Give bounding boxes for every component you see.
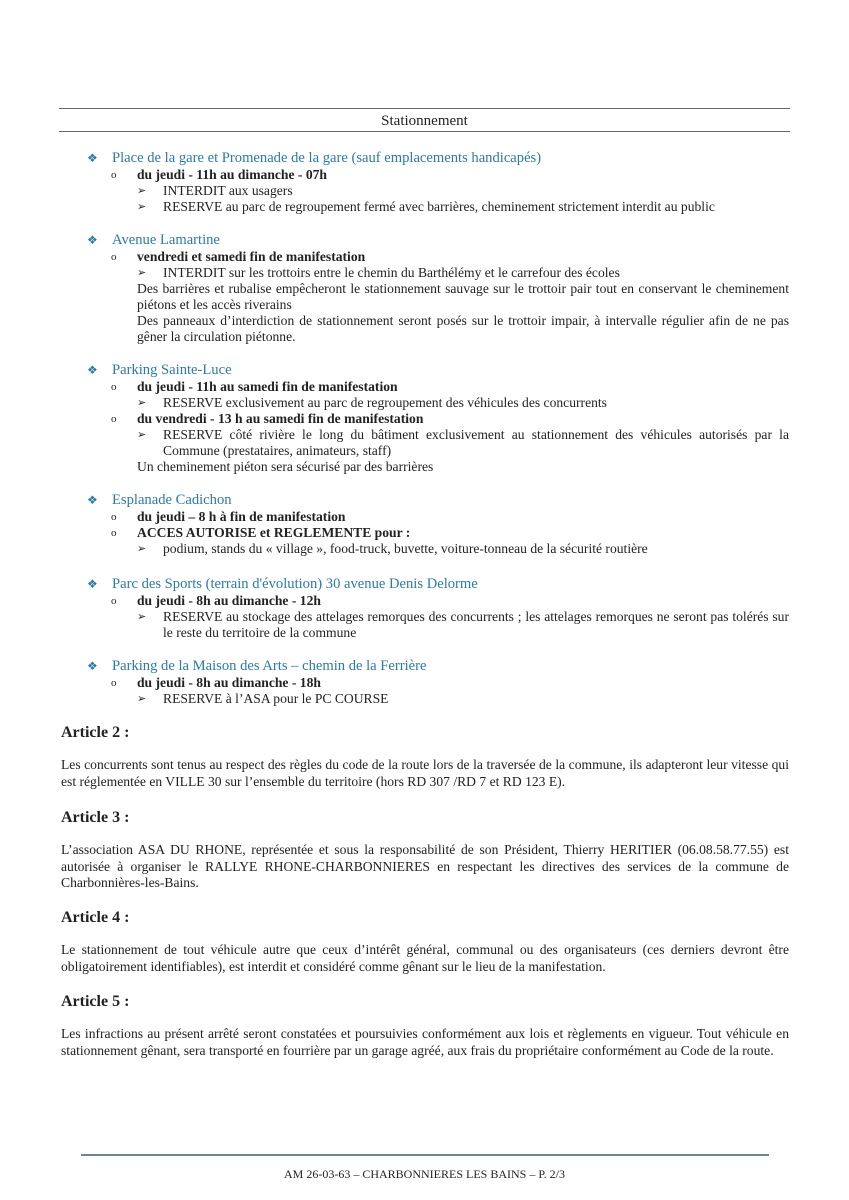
article xyxy=(61,908,789,975)
location-section xyxy=(0,575,849,641)
rule-item: RESERVE au parc de regroupement fermé avec barrières, cheminement strictement interdit au public xyxy=(163,199,715,214)
arrow-bullet-icon: ➢ xyxy=(137,267,147,279)
diamond-bullet-icon: ❖ xyxy=(87,363,98,377)
article-text: Les concurrents sont tenus au respect des règles du code de la route lors de la traversée de la commune, ils adapteront leur vitesse qui est réglementée en VILLE 30 sur l’ensemble du territoire (hors RD 307 /RD 7 et RD 123 E). xyxy=(61,757,789,789)
schedule: vendredi et samedi fin de manifestation xyxy=(137,249,366,264)
arrow-bullet-icon: ➢ xyxy=(137,611,147,623)
location-title: Parc des Sports (terrain d'évolution) 30 avenue Denis Delorme xyxy=(112,576,478,592)
arrow-bullet-icon: ➢ xyxy=(137,185,147,197)
location-section xyxy=(0,361,849,475)
location-title: Parking de la Maison des Arts – chemin de la Ferrière xyxy=(112,658,427,674)
diamond-bullet-icon: ❖ xyxy=(87,577,98,591)
schedule: du jeudi - 11h au dimanche - 07h xyxy=(137,167,327,182)
article-text: L’association ASA DU RHONE, représentée et sous la responsabilité de son Président, Thierry HERITIER (06.08.58.77.55) est autorisée à organiser le RALLYE RHONE-CHARBONNIERES en respectant les directives des services de la commune de Charbonnières-les-Bains. xyxy=(61,842,789,890)
schedule: du jeudi - 8h au dimanche - 18h xyxy=(137,675,321,690)
schedule: du vendredi - 13 h au samedi fin de manifestation xyxy=(137,411,424,426)
article xyxy=(61,723,789,790)
rule-item: podium, stands du « village », food-truck, buvette, voiture-tonneau de la sécurité routière xyxy=(163,541,648,556)
location-title: Place de la gare et Promenade de la gare (sauf emplacements handicapés) xyxy=(112,150,542,166)
article-heading: Article 5 : xyxy=(61,993,130,1010)
article-heading: Article 3 : xyxy=(61,809,130,826)
location-section xyxy=(0,149,849,215)
circle-bullet-icon: o xyxy=(111,511,117,523)
location-title: Esplanade Cadichon xyxy=(112,492,232,508)
article xyxy=(61,808,789,892)
rule-item: RESERVE exclusivement au parc de regroupement des véhicules des concurrents xyxy=(163,395,607,410)
arrow-bullet-icon: ➢ xyxy=(137,693,147,705)
arrow-bullet-icon: ➢ xyxy=(137,397,147,409)
circle-bullet-icon: o xyxy=(111,527,117,539)
circle-bullet-icon: o xyxy=(111,677,117,689)
article-text: Les infractions au présent arrêté seront constatées et poursuivies conformément aux lois et règlements en vigueur. Tout véhicule en stationnement gênant, sera transporté en fourrière par un garage agréé, aux frais du propriétaire conformément au Code de la route. xyxy=(61,1026,789,1058)
note-paragraph: Des barrières et rubalise empêcheront le stationnement sauvage sur le trottoir pair tout en conservant le cheminement piétons et les accès riverains xyxy=(137,281,789,312)
section-title: Stationnement xyxy=(381,113,468,129)
footer-rule xyxy=(81,1154,769,1156)
rule-item: INTERDIT sur les trottoirs entre le chemin du Barthélémy et le carrefour des écoles xyxy=(163,265,620,280)
circle-bullet-icon: o xyxy=(111,251,117,263)
schedule: du jeudi - 11h au samedi fin de manifestation xyxy=(137,379,398,394)
location-section xyxy=(0,657,849,707)
header-bottom-rule xyxy=(59,131,790,132)
rule-item: INTERDIT aux usagers xyxy=(163,183,293,198)
diamond-bullet-icon: ❖ xyxy=(87,151,98,165)
location-title: Avenue Lamartine xyxy=(112,232,220,248)
diamond-bullet-icon: ❖ xyxy=(87,493,98,507)
arrow-bullet-icon: ➢ xyxy=(137,543,147,555)
circle-bullet-icon: o xyxy=(111,381,117,393)
schedule: du jeudi - 8h au dimanche - 12h xyxy=(137,593,321,608)
header-top-rule xyxy=(59,108,790,109)
article-heading: Article 4 : xyxy=(61,909,130,926)
circle-bullet-icon: o xyxy=(111,169,117,181)
article-text: Le stationnement de tout véhicule autre que ceux d’intérêt général, communal ou des organisateurs (ces derniers devront être obligatoirement identifiables), est interdit et considéré comme gênant sur le lieu de la manifestation. xyxy=(61,942,789,974)
note-paragraph: Des panneaux d’interdiction de stationnement seront posés sur le trottoir impair, à intervalle régulier afin de ne pas gêner la circulation piétonne. xyxy=(137,313,789,344)
article xyxy=(61,992,789,1059)
rule-item: RESERVE au stockage des attelages remorques des concurrents ; les attelages remorques ne seront pas tolérés sur le reste du territoire de la commune xyxy=(163,609,789,640)
note-paragraph: Un cheminement piéton sera sécurisé par des barrières xyxy=(137,459,434,474)
rule-item: RESERVE à l’ASA pour le PC COURSE xyxy=(163,691,389,706)
diamond-bullet-icon: ❖ xyxy=(87,233,98,247)
arrow-bullet-icon: ➢ xyxy=(137,429,147,441)
circle-bullet-icon: o xyxy=(111,595,117,607)
diamond-bullet-icon: ❖ xyxy=(87,659,98,673)
circle-bullet-icon: o xyxy=(111,413,117,425)
location-section xyxy=(0,231,849,345)
schedule: ACCES AUTORISE et REGLEMENTE pour : xyxy=(137,525,411,540)
location-title: Parking Sainte-Luce xyxy=(112,362,232,378)
page-footer: AM 26-03-63 – CHARBONNIERES LES BAINS – P. 2/3 xyxy=(283,1167,566,1181)
arrow-bullet-icon: ➢ xyxy=(137,201,147,213)
schedule: du jeudi – 8 h à fin de manifestation xyxy=(137,509,346,524)
article-heading: Article 2 : xyxy=(61,724,130,741)
location-section xyxy=(0,491,849,557)
rule-item: RESERVE côté rivière le long du bâtiment exclusivement au stationnement des véhicules autorisés par la Commune (prestataires, animateurs, staff) xyxy=(163,427,789,458)
